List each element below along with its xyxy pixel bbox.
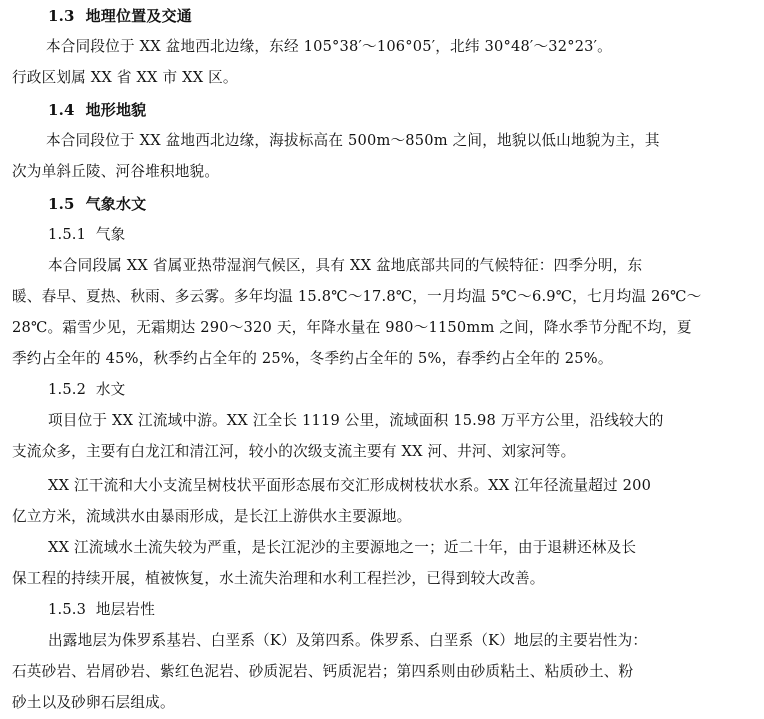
paragraph-line: 支流众多，主要有白龙江和清江河，较小的次级支流主要有 XX 河、井河、刘家河等。 (12, 443, 576, 460)
paragraph-line: 项目位于 XX 江流域中游。XX 江全长 1119 公里，流域面积 15.98 万平方公里，沿线较大的 (48, 412, 664, 429)
paragraph-line: 行政区划属 XX 省 XX 市 XX 区。 (12, 69, 238, 86)
paragraph-line: 本合同段位于 XX 盆地西北边缘，海拔标高在 500m～850m 之间，地貌以低山地貌为主，其 (46, 132, 660, 149)
subsection-title: 地层岩性 (95, 601, 156, 618)
paragraph-line: 保工程的持续开展，植被恢复，水土流失治理和水利工程拦沙，已得到较大改善。 (12, 570, 545, 587)
subsection-number: 1.5.2 (48, 381, 87, 398)
paragraph-line: 季约占全年的 45%，秋季约占全年的 25%，冬季约占全年的 5%，春季约占全年的 25%。 (12, 350, 613, 367)
paragraph-line: XX 江干流和大小支流呈树枝状平面形态展布交汇形成树枝状水系。XX 江年径流量超过 200 (48, 477, 652, 494)
subsection-heading-1-5-2 (48, 380, 125, 400)
subsection-number: 1.5.3 (48, 601, 87, 618)
paragraph-line: 本合同段属 XX 省属亚热带湿润气候区，具有 XX 盆地底部共同的气候特征：四季分明，东 (48, 257, 643, 274)
section-title: 地形地貌 (85, 101, 147, 119)
subsection-number: 1.5.1 (48, 226, 87, 243)
subsection-title: 气象 (95, 226, 126, 243)
section-heading-1-5 (48, 194, 146, 214)
section-heading-1-4 (48, 100, 146, 120)
paragraph-line: 28℃。霜雪少见，无霜期达 290～320 天，年降水量在 980～1150mm 之间，降水季节分配不均，夏 (12, 319, 692, 336)
section-title: 气象水文 (85, 195, 147, 213)
subsection-heading-1-5-1 (48, 225, 125, 245)
paragraph-line: 暖、春早、夏热、秋雨、多云雾。多年均温 15.8℃～17.8℃，一月均温 5℃～6.9℃，七月均温 26℃～ (12, 288, 702, 305)
subsection-title: 水文 (95, 381, 126, 398)
section-number: 1.4 (48, 101, 75, 119)
subsection-heading-1-5-3 (48, 600, 155, 620)
paragraph-line: 石英砂岩、岩屑砂岩、紫红色泥岩、砂质泥岩、钙质泥岩；第四系则由砂质粘土、粘质砂土、粉 (12, 663, 634, 680)
section-title: 地理位置及交通 (85, 7, 192, 25)
paragraph-line: 出露地层为侏罗系基岩、白垩系（K）及第四系。侏罗系、白垩系（K）地层的主要岩性为： (48, 632, 648, 649)
paragraph-line: 砂土以及砂卵石层组成。 (12, 694, 175, 711)
section-number: 1.5 (48, 195, 75, 213)
section-number: 1.3 (48, 7, 75, 25)
paragraph-line: XX 江流域水土流失较为严重，是长江泥沙的主要源地之一；近二十年，由于退耕还林及长 (48, 539, 637, 556)
paragraph-line: 次为单斜丘陵、河谷堆积地貌。 (12, 163, 220, 180)
section-heading-1-3 (48, 6, 192, 26)
paragraph-line: 亿立方米，流域洪水由暴雨形成，是长江上游供水主要源地。 (12, 508, 412, 525)
paragraph-line: 本合同段位于 XX 盆地西北边缘，东经 105°38′～106°05′，北纬 30°48′～32°23′。 (46, 38, 612, 55)
